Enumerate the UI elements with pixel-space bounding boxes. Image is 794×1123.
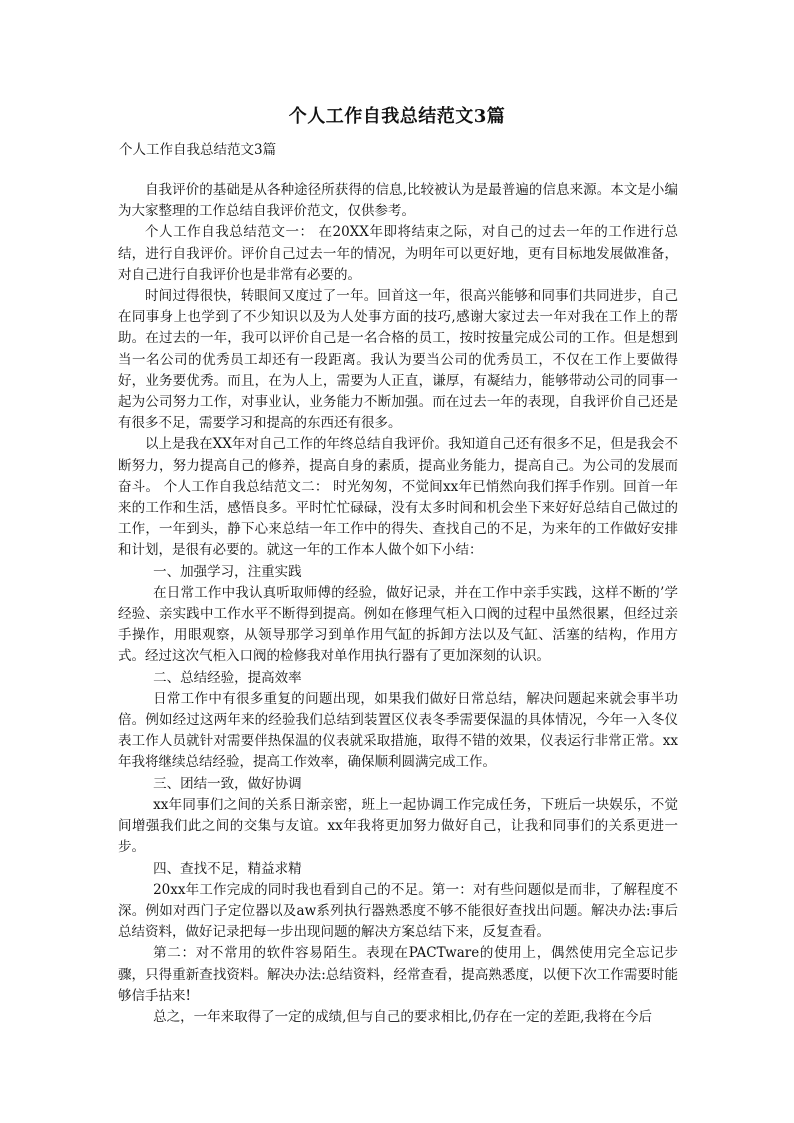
document-body (118, 180, 678, 1028)
section-heading-2: 二、总结经验，提高效率 (153, 669, 302, 686)
section-heading-1: 一、加强学习，注重实践 (153, 563, 302, 580)
document-subtitle: 个人工作自我总结范文3篇 (119, 142, 277, 158)
paragraph-section-1: 在日常工作中我认真听取师傅的经验，做好记录，并在工作中亲手实践，这样不断的’学经验、亲实践中工作水平不断得到提高。例如在修理气柜入口阀的过程中虽然很累，但经过亲手操作，用眼观察，从领导那学习到单作用气缸的拆卸方法以及气缸、活塞的结构，作用方式。经过这次气柜入口阀的检修我对单作用执行器有了更加深刻的认识。 (118, 584, 678, 665)
paragraph-section-2: 日常工作中有很多重复的问题出现，如果我们做好日常总结，解决问题起来就会事半功倍。例如经过这两年来的经验我们总结到装置区仪表冬季需要保温的具体情况，今年一入冬仪表工作人员就针对需要伴热保温的仪表就采取措施，取得不错的效果，仪表运行非常正常。xx年我将继续总结经验，提高工作效率，确保顺利圆满完成工作。 (118, 690, 678, 771)
document-title: 个人工作自我总结范文3篇 (288, 106, 506, 127)
paragraph-intro: 自我评价的基础是从各种途径所获得的信息,比较被认为是最普遍的信息来源。本文是小编为大家整理的工作总结自我评价范文，仅供参考。 (118, 182, 678, 220)
paragraph-section-4-second: 第二：对不常用的软件容易陌生。表现在PACTware的使用上，偶然使用完全忘记步骤，只得重新查找资料。解决办法:总结资料，经常查看，提高熟悉度，以便下次工作需要时能够信手拈来! (118, 945, 678, 1004)
paragraph-year-review: 时间过得很快，转眼间又度过了一年。回首这一年，很高兴能够和同事们共同进步，自己在同事身上也学到了不少知识以及为人处事方面的技巧,感谢大家过去一年对我在工作上的帮助。在过去的一年，我可以评价自己是一名合格的员工，按时按量完成公司的工作。但是想到当一名公司的优秀员工却还有一段距离。我认为要当公司的优秀员工，不仅在工作上要做得好，业务要优秀。而且，在为人上，需要为人正直，谦厚，有凝结力，能够带动公司的同事一起为公司努力工作，对事业认，业务能力不断加强。而在过去一年的表现，自我评价自己还是有很多不足，需要学习和提高的东西还有很多。 (118, 288, 678, 432)
paragraph-sample-one: 个人工作自我总结范文一： 在20XX年即将结束之际，对自己的过去一年的工作进行总结，进行自我评价。评价自己过去一年的情况，为明年可以更好地，更有目标地发展做准备，对自己进行自我评价也是非常有必要的。 (118, 224, 678, 283)
paragraph-sample-two: 以上是我在XX年对自己工作的年终总结自我评价。我知道自己还有很多不足，但是我会不断努力，努力提高自己的修养，提高自身的素质，提高业务能力，提高自己。为公司的发展而奋斗。 个人工作自我总结范文二： 时光匆匆，不觉间xx年已悄然向我们挥手作别。回首一年来的工作和生活，感悟良多。平时忙忙碌碌，没有太多时间和机会坐下来好好总结自己做过的工作，一年到头，静下心来总结一年工作中的得失、查找自己的不足，为来年的工作做好安排和计划，是很有必要的。就这一年的工作本人做个如下小结： (118, 436, 678, 559)
paragraph-section-4-first: 20xx年工作完成的同时我也看到自己的不足。第一：对有些问题似是而非，了解程度不深。例如对西门子定位器以及aw系列执行器熟悉度不够不能很好查找出问题。解决办法:事后总结资料，做好记录把每一步出现问题的解决方案总结下来，反复查看。 (118, 881, 678, 941)
section-heading-4: 四、查找不足，精益求精 (153, 860, 302, 877)
paragraph-conclusion: 总之，一年来取得了一定的成绩,但与自己的要求相比,仍存在一定的差距,我将在今后 (153, 1008, 652, 1025)
paragraph-section-3: xx年同事们之间的关系日渐亲密，班上一起协调工作完成任务，下班后一块娱乐，不觉间增强我们此之间的交集与友谊。xx年我将更加努力做好自己，让我和同事们的关系更进一步。 (118, 796, 678, 856)
section-heading-3: 三、团结一致，做好协调 (153, 775, 302, 792)
